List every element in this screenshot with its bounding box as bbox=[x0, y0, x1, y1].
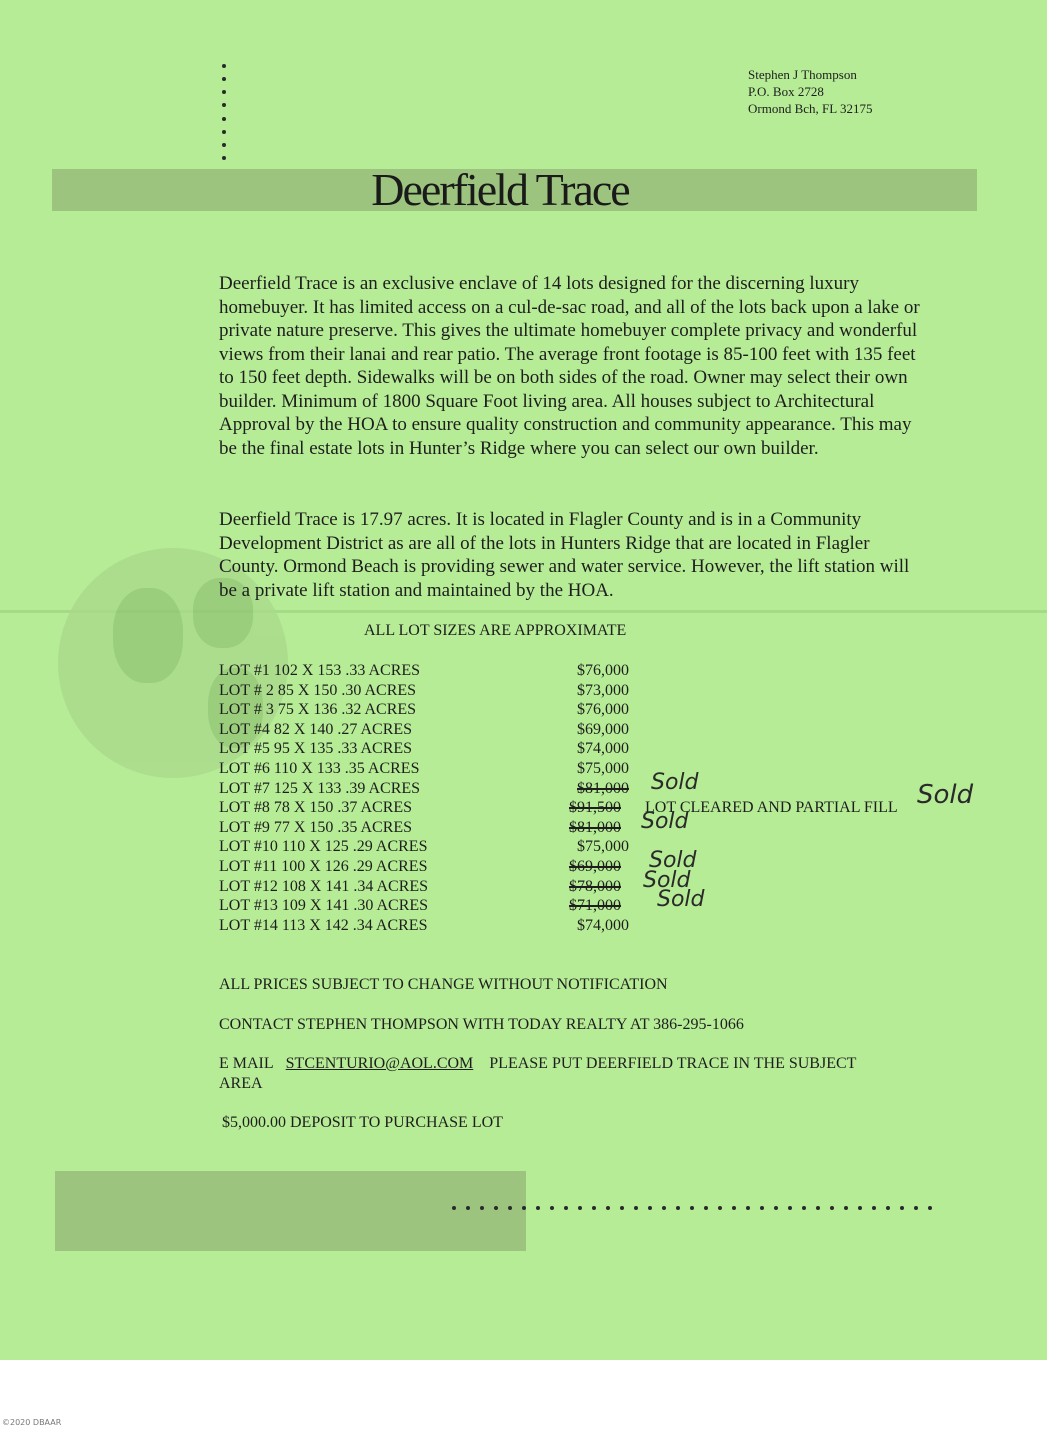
lot-row bbox=[219, 887, 1019, 916]
page-title: Deerfield Trace bbox=[371, 164, 629, 215]
handwritten-sold-mark: Sold bbox=[917, 780, 974, 811]
lot-price-struck: $91,500 bbox=[569, 799, 621, 817]
deposit-line: $5,000.00 DEPOSIT TO PURCHASE LOT bbox=[222, 1114, 503, 1131]
lot-list bbox=[219, 661, 1019, 935]
lot-price: $73,000 bbox=[577, 681, 629, 699]
lot-description: LOT #13 109 X 141 .30 ACRES bbox=[219, 897, 429, 915]
handwritten-sold-mark: Sold bbox=[643, 867, 691, 893]
lot-description: LOT #10 110 X 125 .29 ACRES bbox=[219, 838, 428, 856]
lot-description: LOT #5 95 X 135 .33 ACRES bbox=[219, 740, 413, 758]
lot-row bbox=[219, 700, 1019, 720]
location-paragraph: Deerfield Trace is 17.97 acres. It is located in Flagler County and is in a Community Development District as are all of the lots in Hunters Ridge that are located in Flagler County. Ormond Beach is providing sewer and water service. However, the lift station will be a private lift station and maintained by the HOA. bbox=[219, 509, 910, 601]
copyright-stamp: ©2020 DBAAR bbox=[2, 1418, 62, 1427]
lot-row bbox=[219, 661, 1019, 681]
lot-row bbox=[219, 769, 1019, 799]
email-prefix: E MAIL bbox=[219, 1055, 274, 1072]
lot-row bbox=[219, 837, 1019, 857]
lot-row bbox=[219, 916, 1019, 936]
lot-description: LOT #1 102 X 153 .33 ACRES bbox=[219, 662, 421, 679]
lot-description: LOT #7 125 X 133 .39 ACRES bbox=[219, 779, 421, 797]
contact-line: CONTACT STEPHEN THOMPSON WITH TODAY REALTY AT 386-295-1066 bbox=[219, 1016, 744, 1033]
lot-description: LOT #14 113 X 142 .34 ACRES bbox=[219, 916, 428, 934]
lot-note: LOT CLEARED AND PARTIAL FILL bbox=[645, 799, 898, 817]
handwritten-sold-mark: Sold bbox=[657, 887, 705, 913]
contact-city: Ormond Bch, FL 32175 bbox=[748, 101, 873, 116]
lot-price-struck: $78,000 bbox=[569, 877, 621, 895]
lot-description: LOT #4 82 X 140 .27 ACRES bbox=[219, 720, 413, 738]
lot-sizes-note: ALL LOT SIZES ARE APPROXIMATE bbox=[364, 622, 627, 639]
lot-price-struck: $81,000 bbox=[577, 779, 629, 797]
lot-price: $74,000 bbox=[577, 916, 629, 934]
handwritten-sold-mark: Sold bbox=[649, 847, 697, 873]
lot-price: $76,000 bbox=[577, 662, 629, 679]
lot-row bbox=[219, 759, 1019, 779]
lot-price: $76,000 bbox=[577, 701, 629, 719]
lot-price-struck: $69,000 bbox=[569, 857, 621, 875]
lot-description: LOT # 3 75 X 136 .32 ACRES bbox=[219, 701, 417, 719]
horizontal-dot-rule bbox=[452, 1206, 932, 1212]
lot-row bbox=[219, 739, 1019, 759]
lot-price-struck: $71,000 bbox=[569, 897, 621, 915]
email-line bbox=[219, 1054, 919, 1094]
email-link[interactable]: STCENTURIO@AOL.COM bbox=[285, 1055, 474, 1072]
vertical-dot-rule bbox=[222, 64, 228, 160]
prices-note: ALL PRICES SUBJECT TO CHANGE WITHOUT NOTIFICATION bbox=[219, 976, 668, 993]
lot-description: LOT #6 110 X 133 .35 ACRES bbox=[219, 759, 420, 777]
contact-address-block bbox=[748, 66, 872, 117]
contact-po-box: P.O. Box 2728 bbox=[748, 84, 824, 99]
contact-name: Stephen J Thompson bbox=[748, 67, 857, 82]
handwritten-sold-mark: Sold bbox=[651, 769, 699, 795]
lot-row bbox=[219, 681, 1019, 701]
lot-description: LOT # 2 85 X 150 .30 ACRES bbox=[219, 681, 417, 699]
lot-row bbox=[219, 867, 1019, 897]
description-paragraph: Deerfield Trace is an exclusive enclave of 14 lots designed for the discerning luxury homebuyer. It has limited access on a cul-de-sac road, and all of the lots back upon a lake or private nature preserve. This gives the ultimate homebuyer complete privacy and wonderful views from their lanai and rear patio. The average front footage is 85-100 feet with 135 feet to 150 feet depth. Sidewalks will be on both sides of the road. Owner may select their own builder. Minimum of 1800 Square Foot living area. All houses subject to Architectural Approval by the HOA to ensure quality construction and community appearance. This may be the final estate lots in Hunter’s Ridge where you can select our own builder. bbox=[219, 273, 920, 459]
lot-description: LOT #8 78 X 150 .37 ACRES bbox=[219, 799, 413, 817]
lot-description: LOT #9 77 X 150 .35 ACRES bbox=[219, 818, 413, 836]
lot-price: $75,000 bbox=[577, 759, 629, 777]
lot-row bbox=[219, 720, 1019, 740]
lot-description: LOT #11 100 X 126 .29 ACRES bbox=[219, 857, 428, 875]
lot-price: $75,000 bbox=[577, 838, 629, 856]
email-instruction: PLEASE PUT DEERFIELD TRACE IN THE SUBJECT bbox=[489, 1055, 857, 1072]
lot-price-struck: $81,000 bbox=[569, 818, 621, 836]
lot-price: $74,000 bbox=[577, 740, 629, 758]
lot-price: $69,000 bbox=[577, 720, 629, 738]
email-instruction-cont: AREA bbox=[219, 1075, 263, 1092]
handwritten-sold-mark: Sold bbox=[641, 808, 689, 834]
lot-description: LOT #12 108 X 141 .34 ACRES bbox=[219, 877, 429, 895]
